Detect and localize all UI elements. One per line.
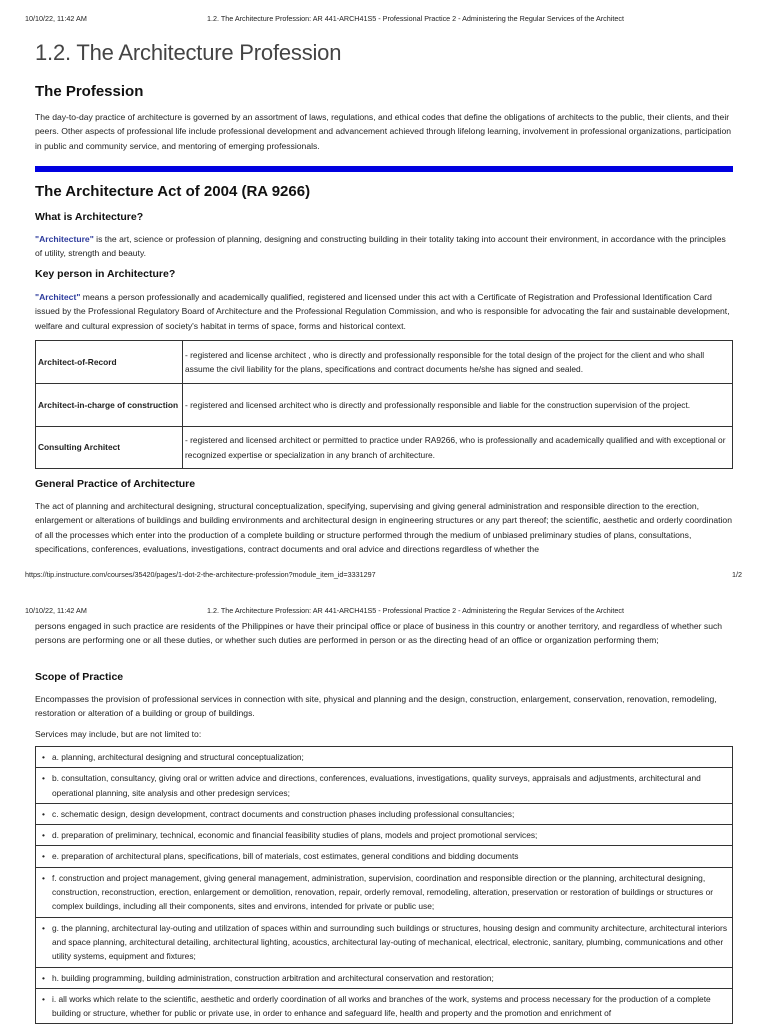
scope-heading: Scope of Practice (35, 671, 124, 683)
table-row (36, 341, 733, 384)
services-list (35, 746, 733, 1024)
list-item: • f. construction and project management, giving general management, administration, supervision, coordination and responsible direction or the planning, architectural designing, construction, reconstruction, erection, enlargement or demolition, renovation, repair, orderly removal, remodeling, alteration, preservation or restoration of buildings or structures or complex buildings, including all their components, sites and environs, intended for private or public use; (35, 868, 733, 918)
list-item: • e. preparation of architectural plans, specifications, bill of materials, cost estimates, general conditions and bidding documents (35, 846, 733, 867)
profession-body (35, 110, 733, 153)
header-title: 1.2. The Architecture Profession: AR 441-ARCH41S5 - Professional Practice 2 - Administering the Regular Services of the Architect (207, 606, 624, 615)
section-divider (35, 166, 733, 172)
list-item: • g. the planning, architectural lay-outing and utilization of spaces within and surrounding such buildings or structures, housing design and community architecture, architectural interiors and space planning, architectural detailing, architectural lighting, acoustics, architectural lay-outing of mechanical, electrical, electronic, sanitary, plumbing, communications and other utility systems, equipment and fixtures; (35, 918, 733, 968)
what-is-section (35, 211, 733, 223)
header-title: 1.2. The Architecture Profession: AR 441-ARCH41S5 - Professional Practice 2 - Administering the Regular Services of the Architect (207, 14, 624, 23)
services-intro-wrap (35, 727, 733, 741)
page-number: 1/2 (732, 570, 742, 579)
act-heading: The Architecture Act of 2004 (RA 9266) (35, 183, 311, 200)
key-person-heading: Key person in Architecture? (35, 268, 176, 280)
role-name: Consulting Architect (36, 427, 183, 469)
general-practice-paragraph: The act of planning and architectural designing, structural conceptualization, specifying, supervising and giving general administration and responsible direction to the erection, enlargement or alterations of buildings and building environments and architectural design in engineering structures or any part thereof; the scientific, aesthetic and orderly coordination of all the processes which enter into the production of a complete building or structure performed through the medium of unbiased preliminary studies of plans, consultations, specifications, conferences, evaluations, investigations, contract documents and oral advice and directions regardless of whether the (35, 501, 732, 554)
role-description: - registered and licensed architect who is directly and professionally responsible and liable for the construction supervision of the project. (183, 384, 733, 427)
scope-paragraph: Encompasses the provision of professional services in connection with site, physical and planning and the design, construction, enlargement, conservation, renovation, remodeling, restoration or alteration of a building or group of buildings. (35, 694, 717, 719)
architecture-def: is the art, science or profession of planning, designing and constructing building in their totality taking into account their environment, in accordance with the principles of utility, strength and beauty. (35, 234, 726, 259)
general-practice-heading: General Practice of Architecture (35, 478, 196, 490)
scope-body (35, 692, 733, 721)
architect-term: "Architect" (35, 292, 81, 302)
architecture-term: "Architecture" (35, 234, 94, 244)
page-1-content (35, 40, 733, 66)
table-row (36, 427, 733, 469)
list-item: • c. schematic design, design development, contract documents and construction phases including professional consultancies; (35, 804, 733, 825)
architect-paragraph (35, 290, 733, 333)
role-name: Architect-of-Record (36, 341, 183, 384)
header-datetime: 10/10/22, 11:42 AM (25, 14, 87, 23)
list-item: • i. all works which relate to the scientific, aesthetic and orderly coordination of all works and branches of the work, systems and process necessary for the production of a complete building or structure, whether for public or private use, in order to enhance and safeguard life, health and property and the promotion and enrichment of (35, 989, 733, 1024)
services-intro: Services may include, but are not limited to: (35, 729, 202, 739)
list-item: • b. consultation, consultancy, giving oral or written advice and directions, conferences, evaluations, investigations, quality surveys, appraisals and adjustments, architectural and operational planning, site analysis and other predesign services; (35, 768, 733, 804)
continuation-paragraph: persons engaged in such practice are residents of the Philippines or have their principal office or place of business in this country or another territory, and regardless of whether such persons are performing one or all these duties, or whether such duties are performed in person or as the directing head of an office or organization performing them; (35, 621, 723, 646)
architecture-paragraph (35, 232, 733, 261)
architect-def: means a person professionally and academically qualified, registered and licensed under this act with a Certificate of Registration and Professional Identification Card issued by the Professional Regulatory Board of Architecture and the Professional Regulation Commission, and who is responsible for advocating the fair and sustainable development, welfare and cultural expression of society's habitat in terms of space, forms and historical context. (35, 292, 730, 331)
role-description: - registered and licensed architect or permitted to practice under RA9266, who is professionally and academically qualified and with exceptional or recognized expertise or specialization in any branch of architecture. (183, 427, 733, 469)
what-is-heading: What is Architecture? (35, 211, 144, 223)
roles-table (35, 340, 733, 469)
continuation-body (35, 619, 733, 648)
page-title: 1.2. The Architecture Profession (35, 40, 342, 65)
list-item: • h. building programming, building administration, construction arbitration and architectural conservation and restoration; (35, 968, 733, 989)
profession-heading: The Profession (35, 83, 144, 100)
roles-table-wrap (35, 340, 733, 469)
footer-url: https://tip.instructure.com/courses/35420/pages/1-dot-2-the-architecture-profession?module_item_id=3331297 (25, 570, 376, 579)
list-item: • d. preparation of preliminary, technical, economic and financial feasibility studies of plans, models and project promotional services; (35, 825, 733, 846)
architecture-definition (35, 232, 733, 261)
general-practice-section (35, 478, 733, 490)
profession-paragraph: The day-to-day practice of architecture is governed by an assortment of laws, regulations, and ethical codes that define the obligations of architects to the public, their clients, and their peers. Other aspects of professional life include professional development and advancement achieved through lifelong learning, involvement in professional organizations, participation in public and community service, and mentoring of emerging professionals. (35, 112, 732, 151)
role-description: - registered and license architect , who is directly and professionally responsible for the total design of the project for the client and who shall assume the civil liability for the plans, specifications and contract documents he/she has signed and sealed. (183, 341, 733, 384)
role-name: Architect-in-charge of construction (36, 384, 183, 427)
architect-definition (35, 290, 733, 333)
key-person-section (35, 268, 733, 280)
act-section (35, 183, 733, 200)
general-practice-body (35, 499, 733, 556)
scope-section (35, 671, 733, 683)
table-row (36, 384, 733, 427)
header-datetime: 10/10/22, 11:42 AM (25, 606, 87, 615)
profession-section (35, 83, 733, 100)
list-item: • a. planning, architectural designing and structural conceptualization; (35, 746, 733, 768)
blue-divider-line (35, 166, 733, 172)
